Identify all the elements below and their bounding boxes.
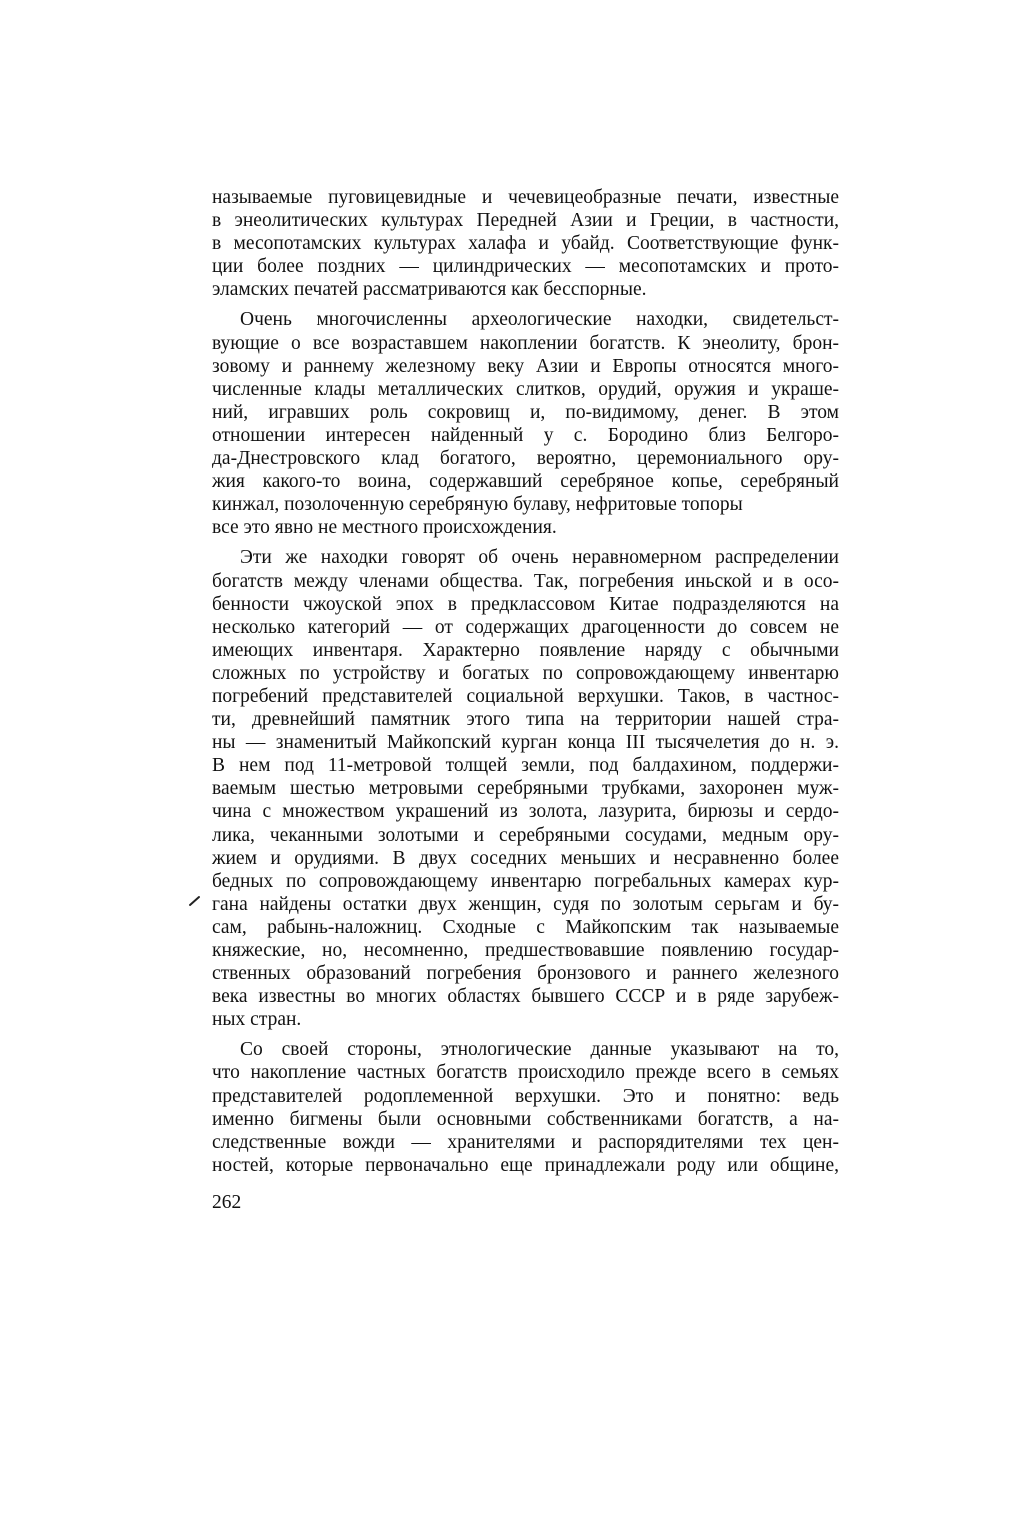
text-line: Очень многочисленны археологические находки, свидетельст- xyxy=(240,309,839,331)
text-line: в энеолитических культурах Передней Азии и Греции, в частности, xyxy=(212,210,839,232)
paragraph-4 xyxy=(212,1038,839,1177)
text-line: да-Днестровского клад богатого, вероятно, церемониального ору- xyxy=(212,448,839,470)
text-line: следственные вожди — хранителями и распорядителями тех цен- xyxy=(212,1131,839,1153)
text-line: В нем под 11-метровой толщей земли, под балдахином, поддержи- xyxy=(212,755,839,777)
text-line: ции более поздних — цилиндрических — месопотамских и прото- xyxy=(212,256,839,278)
text-line: называемые пуговицевидные и чечевицеобразные печати, известные xyxy=(212,187,839,208)
text-line: именно бигмены были основными собственниками богатств, а на- xyxy=(212,1108,839,1130)
text-line: кинжал, позолоченную серебряную булаву, нефритовые топоры xyxy=(212,494,743,516)
text-line: ти, древнейший памятник этого типа на территории нашей стра- xyxy=(212,709,839,731)
paragraph-1 xyxy=(212,186,839,301)
text-line: эламских печатей рассматриваются как бесспорные. xyxy=(212,279,647,301)
pencil-tick-mark-icon xyxy=(188,893,202,907)
text-line: несколько категорий — от содержащих драгоценности до совсем не xyxy=(212,616,839,638)
text-line: гана найдены остатки двух женщин, судя по золотым серьгам и бу- xyxy=(212,893,839,915)
text-line: что накопление частных богатств происходило прежде всего в семьях xyxy=(212,1062,839,1084)
text-line: все это явно не местного происхождения. xyxy=(212,517,557,539)
text-line: века известны во многих областях бывшего СССР и в ряде зарубеж- xyxy=(212,986,839,1008)
text-line: жием и орудиями. В двух соседних меньших и несравненно более xyxy=(212,847,839,869)
text-line: ных стран. xyxy=(212,1009,302,1031)
page-body xyxy=(212,186,839,1184)
paragraph-2 xyxy=(212,308,839,539)
text-line: сложных по устройству и богатых по сопровождающему инвентарю xyxy=(212,662,839,684)
text-line: отношении интересен найденный у с. Бородино близ Белгоро- xyxy=(212,424,839,446)
text-line: численные клады металлических слитков, орудий, оружия и украше- xyxy=(212,378,839,400)
text-line: ний, игравших роль сокровищ и, по-видимому, денег. В этом xyxy=(212,401,839,423)
text-line: имеющих инвентаря. Характерно появление наряду с обычными xyxy=(212,639,839,661)
text-line: Со своей стороны, этнологические данные указывают на то, xyxy=(240,1039,839,1061)
page-number: 262 xyxy=(212,1192,242,1213)
text-line: ностей, которые первоначально еще принадлежали роду или общине, xyxy=(212,1154,839,1176)
text-line: погребений представителей социальной верхушки. Таков, в частнос- xyxy=(212,685,839,707)
paragraph-3 xyxy=(212,546,839,1031)
text-line: вующие о все возраставшем накоплении богатств. К энеолиту, брон- xyxy=(212,332,839,354)
text-line: богатств между членами общества. Так, погребения иньской и в осо- xyxy=(212,570,839,592)
text-line: бедных по сопровождающему инвентарю погребальных камерах кур- xyxy=(212,870,839,892)
text-line: жия какого-то воина, содержавший серебряное копье, серебряный xyxy=(212,471,839,493)
text-line: в месопотамских культурах халафа и убайд. Соответствующие функ- xyxy=(212,233,839,255)
text-line: ны — знаменитый Майкопский курган конца III тысячелетия до н. э. xyxy=(212,732,839,754)
text-line: зовому и раннему железному веку Азии и Европы относятся много- xyxy=(212,355,839,377)
text-line: чина с множеством украшений из золота, лазурита, бирюзы и сердо- xyxy=(212,801,839,823)
text-line: ственных образований погребения бронзового и раннего железного xyxy=(212,963,839,985)
text-line: лика, чеканными золотыми и серебряными сосудами, медным ору- xyxy=(212,824,839,846)
text-line: бенности чжоуской эпох в предклассовом Китае подразделяются на xyxy=(212,593,839,615)
text-line: княжеские, но, несомненно, предшествовавшие появлению государ- xyxy=(212,940,839,961)
text-line: ваемым шестью метровыми серебряными трубками, захоронен муж- xyxy=(212,778,839,800)
text-line: Эти же находки говорят об очень неравномерном распределении xyxy=(240,547,839,569)
text-line: представителей родоплеменной верхушки. Это и понятно: ведь xyxy=(212,1085,839,1107)
text-line: сам, рабынь-наложниц. Сходные с Майкопским так называемые xyxy=(212,916,839,938)
